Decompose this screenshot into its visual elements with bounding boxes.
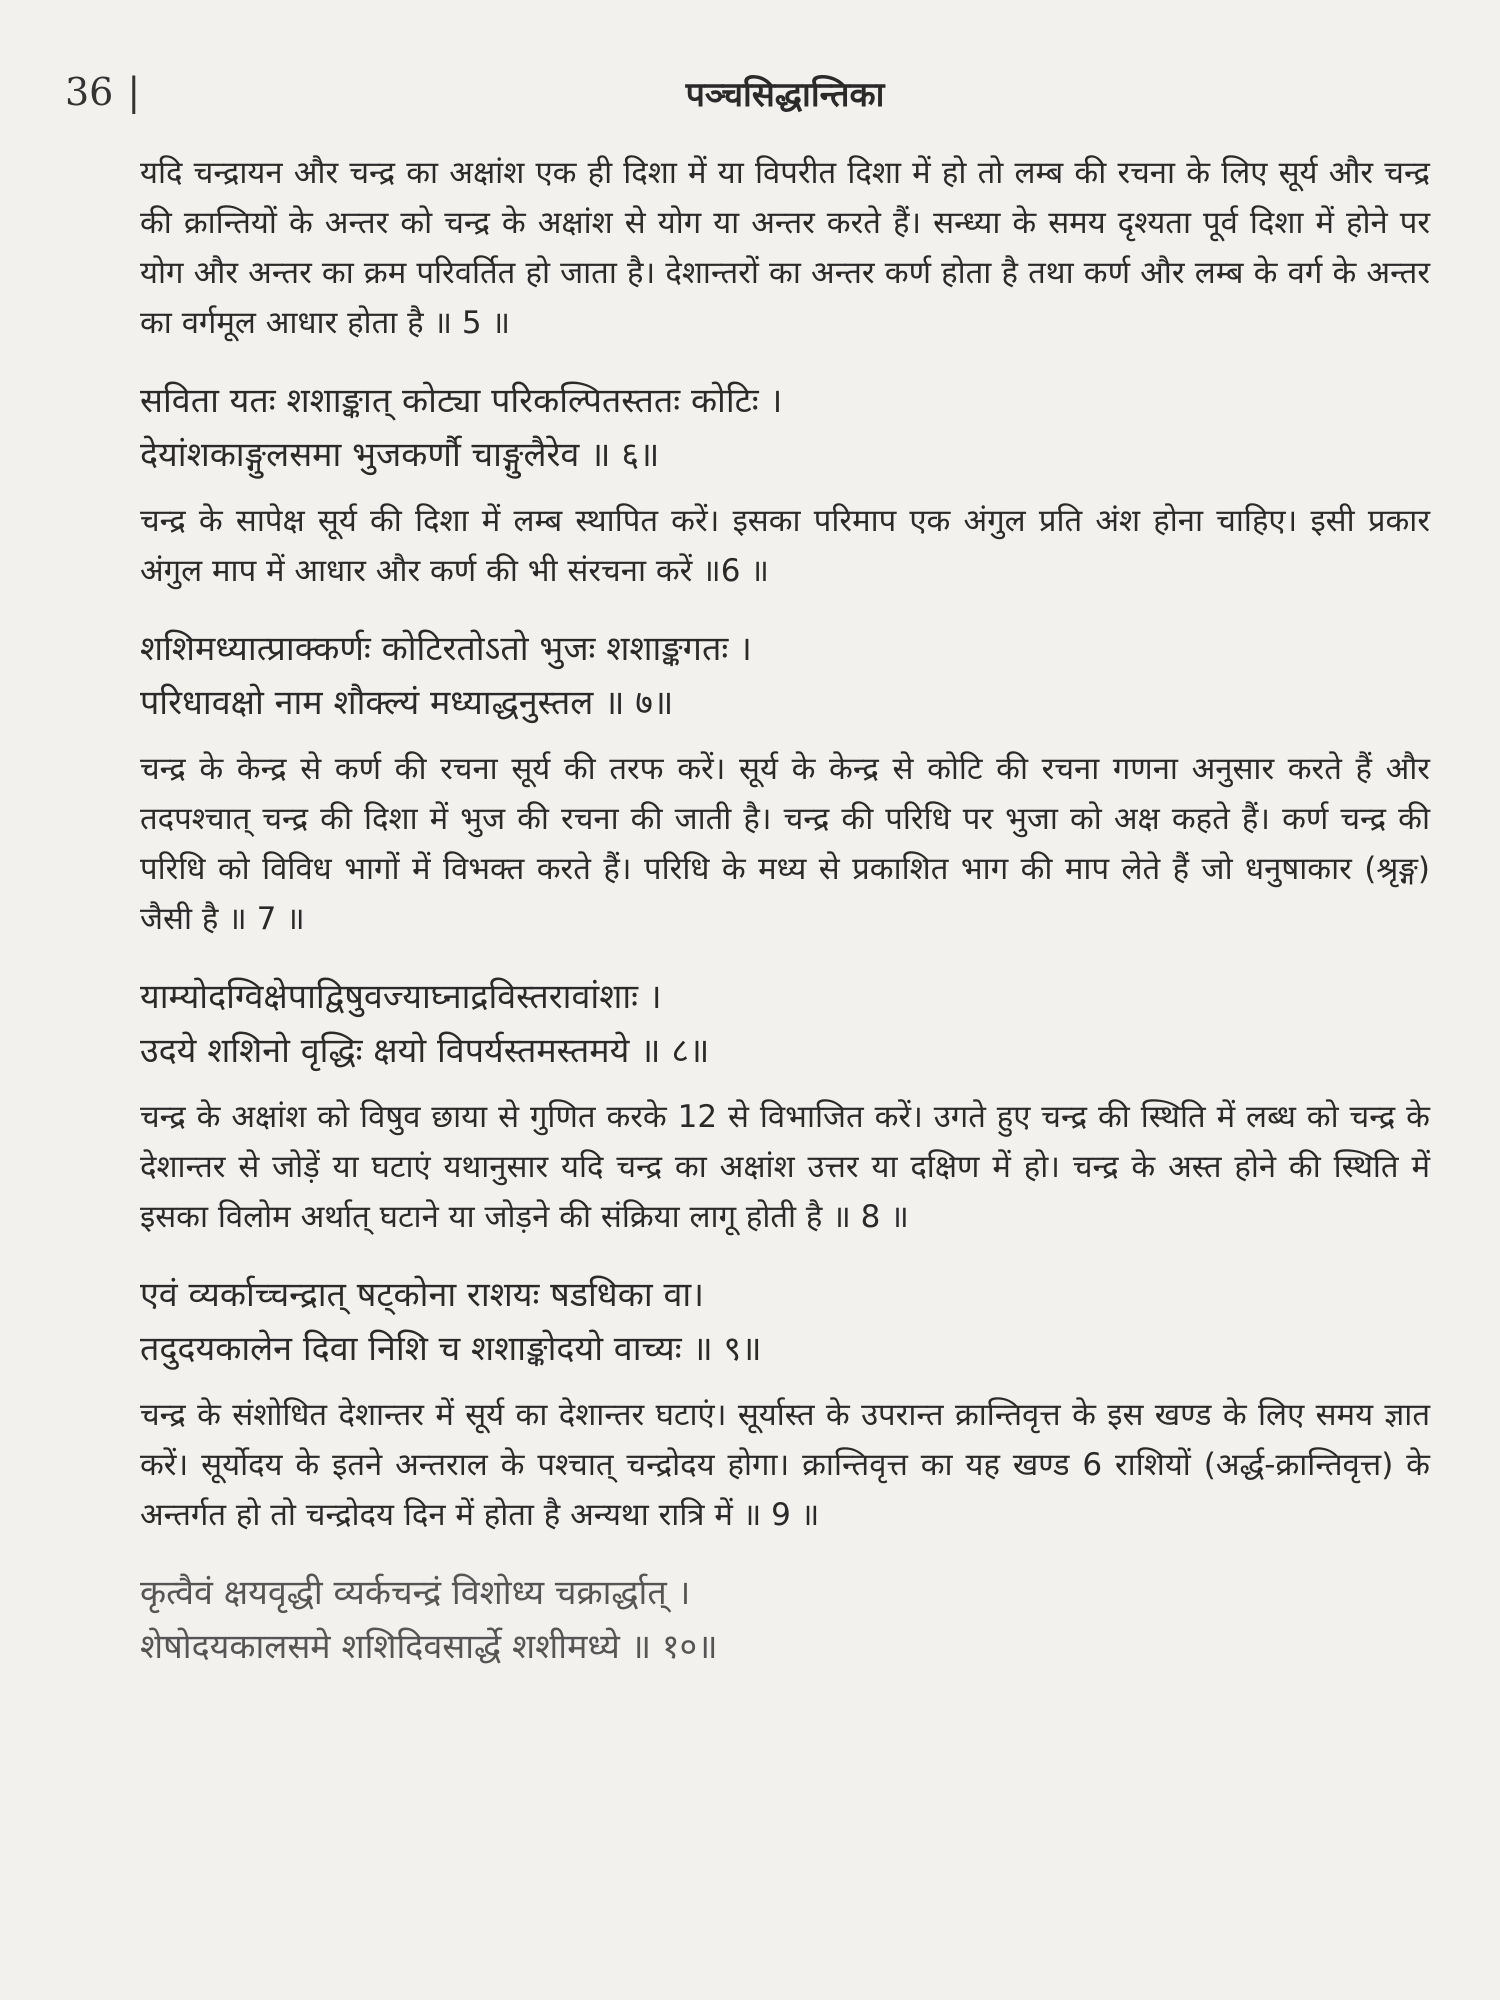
- translation-paragraph-8: चन्द्र के अक्षांश को विषुव छाया से गुणित करके 12 से विभाजित करें। उगते हुए चन्द्र की स्थिति में लब्ध को चन्द्र के देशान्तर से जोड़ें या घटाएं यथानुसार यदि चन्द्र का अक्षांश उत्तर या दक्षिण में हो। चन्द्र के अस्त होने की स्थिति में इसका विलोम अर्थात् घटाने या जोड़ने की संक्रिया लागू होती है ॥ 8 ॥: [140, 1099, 1430, 1235]
- verse-8-line-2: उदये शशिनो वृद्धिः क्षयो विपर्यस्तमस्तमये ॥ ८॥: [140, 1031, 710, 1071]
- verse-6-line-1: सविता यतः शशाङ्कात् कोट्या परिकल्पितस्ततः कोटिः ।: [140, 381, 783, 421]
- sanskrit-verse-8: [140, 970, 1430, 1078]
- verse-7-line-2: परिधावक्षो नाम शौक्ल्यं मध्याद्धनुस्तल ॥ ७॥: [140, 683, 674, 723]
- verse-6-line-2: देयांशकाङ्गुलसमा भुजकर्णौ चाङ्गुलैरेव ॥ ६॥: [140, 435, 660, 475]
- translation-paragraph-6: चन्द्र के सापेक्ष सूर्य की दिशा में लम्ब स्थापित करें। इसका परिमाप एक अंगुल प्रति अंश होना चाहिए। इसी प्रकार अंगुल माप में आधार और कर्ण की भी संरचना करें ॥6 ॥: [140, 503, 1430, 589]
- sanskrit-verse-7: [140, 622, 1430, 730]
- translation-paragraph-7: चन्द्र के केन्द्र से कर्ण की रचना सूर्य की तरफ करें। सूर्य के केन्द्र से कोटि की रचना गणना अनुसार करते हैं और तदपश्चात् चन्द्र की दिशा में भुज की रचना की जाती है। चन्द्र की परिधि पर भुजा को अक्ष कहते हैं। कर्ण चन्द्र की परिधि को विविध भागों में विभक्त करते हैं। परिधि के मध्य से प्रकाशित भाग की माप लेते हैं जो धनुषाकार (श्रृङ्ग) जैसी है ॥ 7 ॥: [140, 751, 1430, 937]
- verse-8-line-1: याम्योदग्विक्षेपाद्विषुवज्याघ्नाद्रविस्तरावांशाः ।: [140, 977, 662, 1017]
- page-number: [65, 70, 140, 114]
- verse-10-line-1: कृत्वैवं क्षयवृद्धी व्यर्कचन्द्रं विशोध्य चक्रार्द्धात् ।: [140, 1573, 691, 1613]
- verse-9-line-2: तदुदयकालेन दिवा निशि च शशाङ्कोदयो वाच्यः ॥ ९॥: [140, 1329, 762, 1369]
- page-number-value: 36: [65, 70, 114, 114]
- translation-paragraph-5: यदि चन्द्रायन और चन्द्र का अक्षांश एक ही दिशा में या विपरीत दिशा में हो तो लम्ब की रचना के लिए सूर्य और चन्द्र की क्रान्तियों के अन्तर को चन्द्र के अक्षांश से योग या अन्तर करते हैं। सन्ध्या के समय दृश्यता पूर्व दिशा में होने पर योग और अन्तर का क्रम परिवर्तित हो जाता है। देशान्तरों का अन्तर कर्ण होता है तथा कर्ण और लम्ब के वर्ग के अन्तर का वर्गमूल आधार होता है ॥ 5 ॥: [140, 155, 1430, 341]
- page-body: [140, 148, 1430, 1674]
- verse-9-line-1: एवं व्यर्काच्चन्द्रात् षट्कोना राशयः षडधिका वा।: [140, 1275, 705, 1315]
- verse-10-line-2: शेषोदयकालसमे शशिदिवसार्द्धे शशीमध्ये ॥ १०॥: [140, 1627, 718, 1667]
- verse-7-line-1: शशिमध्यात्प्राक्कर्णः कोटिरतोऽतो भुजः शशाङ्कगतः ।: [140, 629, 752, 669]
- sanskrit-verse-6: [140, 374, 1430, 482]
- sanskrit-verse-10: [140, 1566, 1430, 1674]
- sanskrit-verse-9: [140, 1268, 1430, 1376]
- header-separator: |: [127, 70, 141, 114]
- page-header: [65, 60, 1430, 120]
- translation-paragraph-9: चन्द्र के संशोधित देशान्तर में सूर्य का देशान्तर घटाएं। सूर्यास्त के उपरान्त क्रान्तिवृत्त के इस खण्ड के लिए समय ज्ञात करें। सूर्योदय के इतने अन्तराल के पश्चात् चन्द्रोदय होगा। क्रान्तिवृत्त का यह खण्ड 6 राशियों (अर्द्ध-क्रान्तिवृत्त) के अन्तर्गत हो तो चन्द्रोदय दिन में होता है अन्यथा रात्रि में ॥ 9 ॥: [140, 1397, 1430, 1533]
- running-title: पञ्चसिद्धान्तिका: [685, 75, 885, 115]
